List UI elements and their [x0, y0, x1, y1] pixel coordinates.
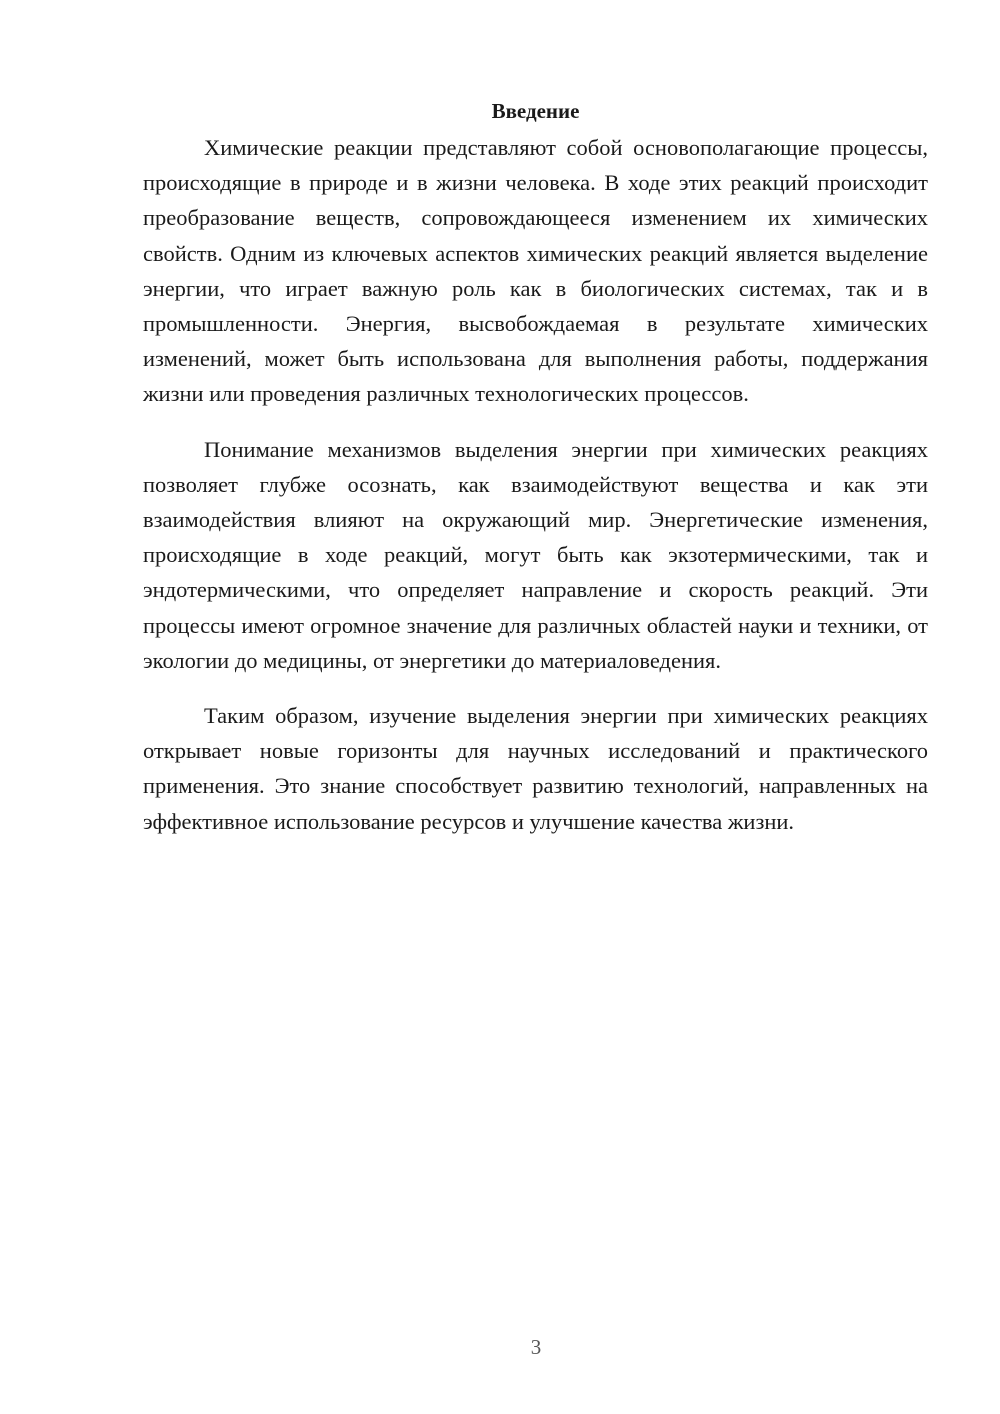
paragraph-1: Химические реакции представляют собой основополагающие процессы, происходящие в природе и в жизни человека. В ходе этих реакций происходит преобразование веществ, сопровождающееся изменением их химических свойств. Одним из ключевых аспектов химических реакций является выделение энергии, что играет важную роль как в биологических системах, так и в промышленности. Энергия, высвобождаемая в результате химических изменений, может быть использована для выполнения работы, поддержания жизни или проведения различных технологических процессов.	[143, 135, 928, 407]
paragraph-2: Понимание механизмов выделения энергии при химических реакциях позволяет глубже осознать, как взаимодействуют вещества и как эти взаимодействия влияют на окружающий мир. Энергетические изменения, происходящие в ходе реакций, могут быть как экзотермическими, так и эндотермическими, что определяет направление и скорость реакций. Эти процессы имеют огромное значение для различных областей науки и техники, от экологии до медицины, от энергетики до материаловедения.	[143, 436, 928, 673]
page-content	[143, 96, 928, 859]
page-number: 3	[530, 1335, 542, 1359]
paragraph-3: Таким образом, изучение выделения энергии при химических реакциях открывает новые горизонты для научных исследований и практического применения. Это знание способствует развитию технологий, направленных на эффективное использование ресурсов и улучшение качества жизни.	[143, 703, 928, 834]
section-title: Введение	[491, 99, 580, 123]
